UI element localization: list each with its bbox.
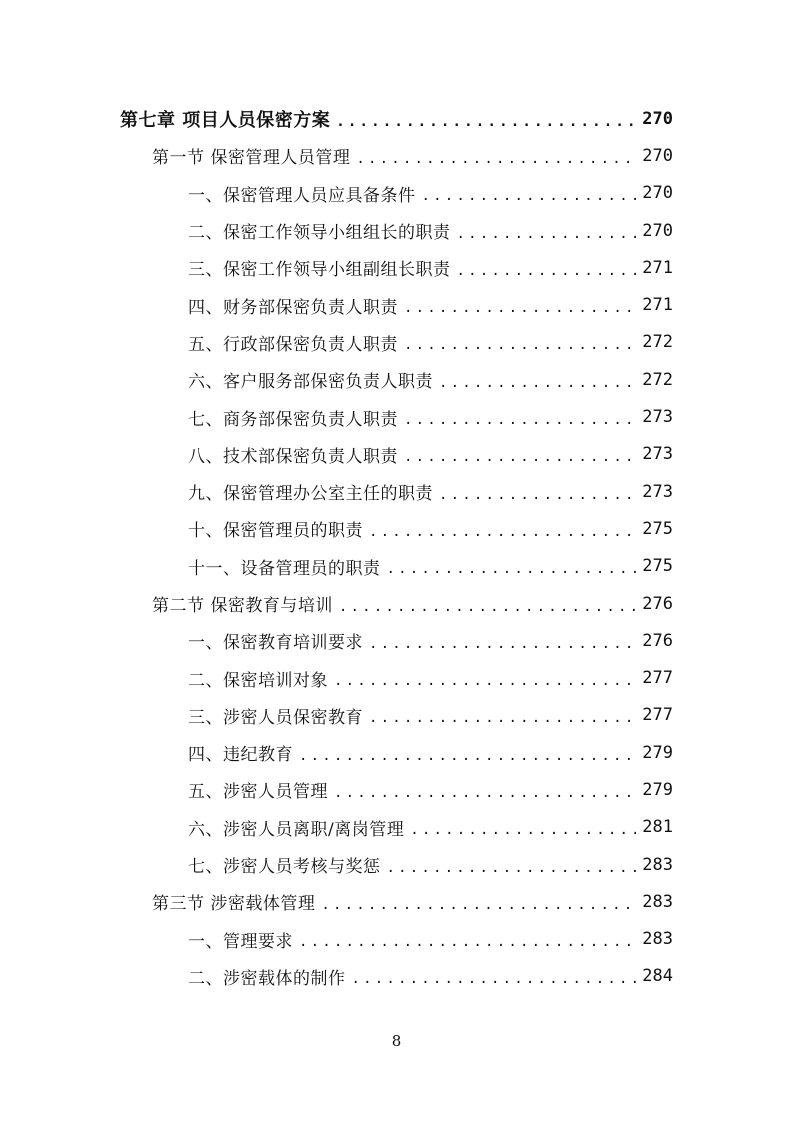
toc-dot-leader (387, 861, 637, 875)
toc-entry-title: 五、涉密人员管理 (188, 782, 328, 803)
toc-entry-section[interactable] (120, 585, 673, 622)
toc-entry-page: 270 (642, 145, 673, 166)
toc-entry-item[interactable] (120, 361, 673, 398)
toc-entry-item[interactable] (120, 175, 673, 212)
toc-entry-item[interactable] (120, 771, 673, 808)
toc-entry-page: 277 (642, 668, 673, 689)
toc-entry-title: 七、商务部保密负责人职责 (188, 409, 398, 430)
toc-dot-leader (369, 711, 636, 725)
toc-entry-page: 284 (642, 966, 673, 987)
toc-entry-page: 271 (642, 257, 673, 278)
toc-entry-item[interactable] (120, 958, 673, 995)
toc-dot-leader (339, 600, 636, 614)
toc-entry-title: 十一、设备管理员的职责 (188, 558, 381, 579)
toc-entry-item[interactable] (120, 697, 673, 734)
toc-entry-title: 二、保密培训对象 (188, 670, 328, 691)
toc-entry-title: 九、保密管理办公室主任的职责 (188, 484, 433, 505)
toc-entry-page: 272 (642, 332, 673, 353)
toc-dot-leader (369, 525, 636, 539)
toc-entry-item[interactable] (120, 286, 673, 323)
toc-entry-page: 275 (642, 518, 673, 539)
toc-dot-leader (439, 376, 636, 390)
toc-dot-leader (352, 972, 637, 986)
toc-entry-title: 五、行政部保密负责人职责 (188, 334, 398, 355)
toc-entry-title: 四、财务部保密负责人职责 (188, 297, 398, 318)
toc-dot-leader (404, 301, 636, 315)
toc-entry-page: 273 (642, 481, 673, 502)
toc-entry-section[interactable] (120, 883, 673, 920)
toc-entry-page: 271 (642, 295, 673, 316)
toc-dot-leader (299, 749, 636, 763)
toc-entry-page: 270 (642, 108, 673, 129)
toc-entry-title: 三、涉密人员保密教育 (188, 707, 363, 728)
toc-dot-leader (422, 189, 637, 203)
toc-entry-title: 一、保密管理人员应具备条件 (188, 185, 416, 206)
toc-entry-page: 283 (642, 929, 673, 950)
toc-entry-item[interactable] (120, 324, 673, 361)
page-number: 8 (391, 1032, 402, 1050)
toc-entry-page: 283 (642, 854, 673, 875)
toc-dot-leader (334, 786, 636, 800)
table-of-contents (120, 100, 673, 995)
toc-entry-page: 277 (642, 705, 673, 726)
toc-dot-leader (321, 898, 636, 912)
toc-entry-title: 二、涉密载体的制作 (188, 968, 346, 989)
toc-entry-page: 273 (642, 407, 673, 428)
toc-entry-page: 279 (642, 779, 673, 800)
toc-entry-title: 八、技术部保密负责人职责 (188, 446, 398, 467)
toc-entry-page: 270 (642, 183, 673, 204)
toc-entry-title: 七、涉密人员考核与奖惩 (188, 857, 381, 878)
toc-entry-page: 276 (642, 630, 673, 651)
toc-dot-leader (404, 450, 636, 464)
toc-entry-title: 十、保密管理员的职责 (188, 521, 363, 542)
toc-entry-page: 273 (642, 444, 673, 465)
toc-entry-item[interactable] (120, 249, 673, 286)
toc-entry-section[interactable] (120, 137, 673, 174)
toc-entry-item[interactable] (120, 809, 673, 846)
toc-dot-leader (404, 413, 636, 427)
toc-entry-title: 第二节 保密教育与培训 (152, 596, 333, 616)
toc-entry-title: 一、管理要求 (188, 931, 293, 952)
toc-entry-item[interactable] (120, 921, 673, 958)
toc-dot-leader (457, 227, 637, 241)
toc-entry-page: 276 (642, 593, 673, 614)
toc-dot-leader (334, 674, 636, 688)
toc-entry-title: 二、保密工作领导小组组长的职责 (188, 223, 451, 244)
toc-entry-item[interactable] (120, 212, 673, 249)
toc-entry-title: 四、违纪教育 (188, 745, 293, 766)
toc-dot-leader (369, 637, 636, 651)
toc-entry-page: 283 (642, 891, 673, 912)
toc-entry-item[interactable] (120, 548, 673, 585)
toc-entry-item[interactable] (120, 659, 673, 696)
toc-entry-item[interactable] (120, 473, 673, 510)
toc-entry-item[interactable] (120, 622, 673, 659)
toc-entry-item[interactable] (120, 398, 673, 435)
toc-entry-title: 第三节 涉密载体管理 (152, 894, 316, 915)
toc-entry-page: 275 (642, 556, 673, 577)
toc-entry-title: 六、涉密人员离职/离岗管理 (188, 819, 405, 840)
toc-dot-leader (439, 488, 636, 502)
toc-entry-title: 一、保密教育培训要求 (188, 633, 363, 654)
toc-entry-title: 三、保密工作领导小组副组长职责 (188, 260, 451, 281)
toc-entry-title: 六、客户服务部保密负责人职责 (188, 372, 433, 393)
toc-dot-leader (457, 264, 637, 278)
toc-dot-leader (299, 935, 636, 949)
toc-entry-page: 281 (642, 817, 673, 838)
toc-entry-page: 270 (642, 220, 673, 241)
toc-entry-title: 第七章 项目人员保密方案 (120, 109, 331, 131)
toc-entry-chapter[interactable] (120, 100, 673, 137)
toc-entry-item[interactable] (120, 510, 673, 547)
toc-entry-item[interactable] (120, 846, 673, 883)
toc-entry-page: 272 (642, 369, 673, 390)
toc-dot-leader (387, 562, 637, 576)
toc-entry-page: 279 (642, 742, 673, 763)
toc-dot-leader (410, 823, 636, 837)
toc-dot-leader (404, 338, 636, 352)
toc-entry-item[interactable] (120, 436, 673, 473)
toc-entry-item[interactable] (120, 734, 673, 771)
toc-entry-title: 第一节 保密管理人员管理 (152, 148, 351, 169)
toc-dot-leader (356, 152, 636, 166)
toc-dot-leader (336, 115, 636, 129)
